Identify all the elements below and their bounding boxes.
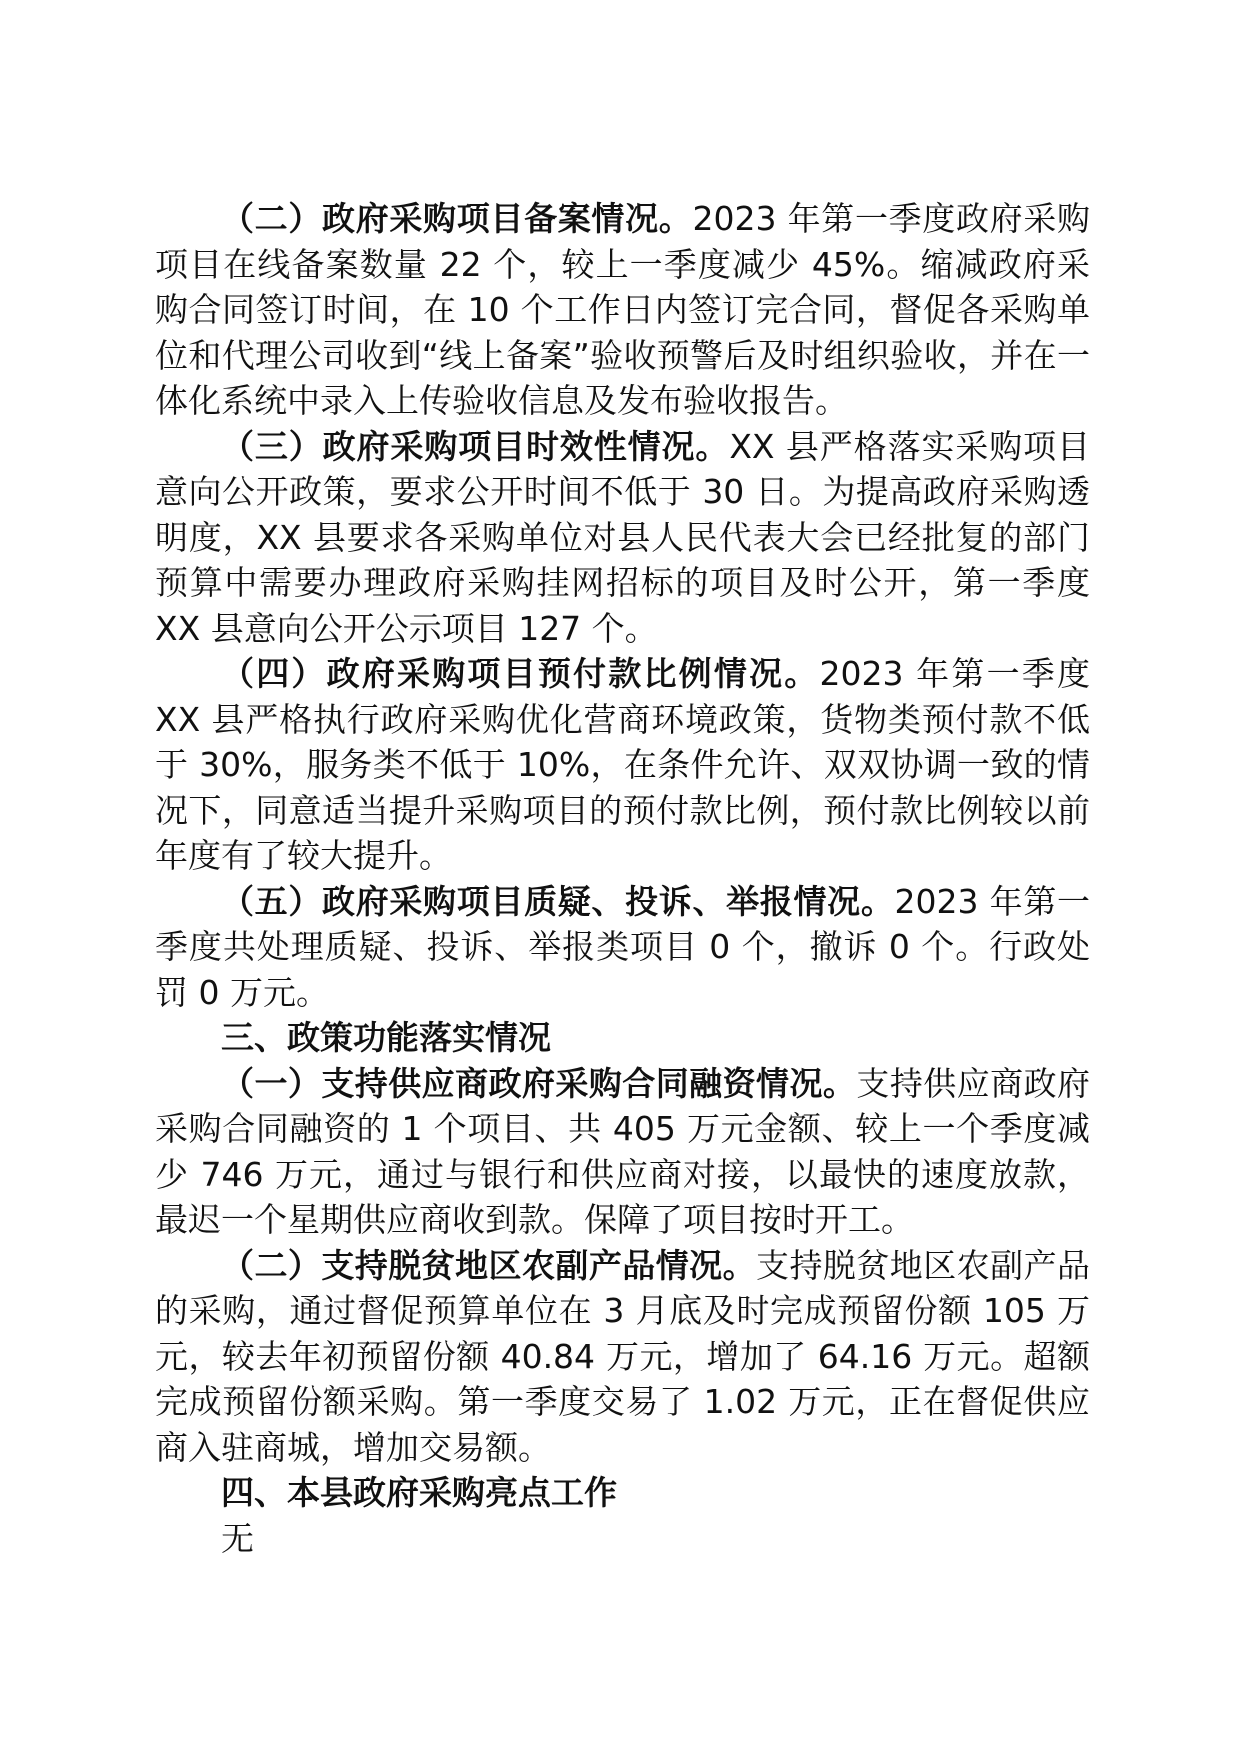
- paragraph-timeliness: [155, 424, 1090, 652]
- section-four-heading: 四、本县政府采购亮点工作: [221, 1473, 617, 1512]
- paragraph-lead: （三）政府采购项目时效性情况。: [221, 426, 730, 466]
- paragraph-filing: [155, 196, 1090, 424]
- paragraph-lead: （四）政府采购项目预付款比例情况。: [221, 654, 820, 693]
- paragraph-lead: （一）支持供应商政府采购合同融资情况。: [221, 1063, 857, 1103]
- paragraph-lead: （二）支持脱贫地区农副产品情况。: [221, 1245, 757, 1285]
- paragraph-lead: （二）政府采购项目备案情况。: [221, 199, 693, 238]
- paragraph-contract-financing: [155, 1061, 1090, 1243]
- paragraph-body: 2023 年第一季度 XX 县严格执行政府采购优化营商环境政策，货物类预付款不低于 30%，服务类不低于 10%，在条件允许、双双协调一致的情况下，同意适当提升采购项目的预付款比例，预付款比例较以前年度有了较大提升。: [155, 654, 1090, 875]
- section-four-body: 无: [221, 1518, 254, 1558]
- paragraph-prepayment: [155, 651, 1090, 879]
- paragraph-lead: （五）政府采购项目质疑、投诉、举报情况。: [221, 881, 895, 921]
- paragraph-complaints: [155, 879, 1090, 1016]
- section-three-heading: 三、政策功能落实情况: [221, 1018, 551, 1057]
- paragraph-body: 2023 年第一季度共处理质疑、投诉、举报类项目 0 个，撤诉 0 个。行政处罚 0 万元。: [155, 881, 1090, 1012]
- paragraph-body: 支持脱贫地区农副产品的采购，通过督促预算单位在 3 月底及时完成预留份额 105 万元，较去年初预留份额 40.84 万元，增加了 64.16 万元。超额完成预留份额采购。第一季度交易了 1.02 万元，正在督促供应商入驻商城，增加交易额。: [155, 1245, 1091, 1467]
- paragraph-body: XX 县严格落实采购项目意向公开政策，要求公开时间不低于 30 日。为提高政府采购透明度，XX 县要求各采购单位对县人民代表大会已经批复的部门预算中需要办理政府采购挂网招标的项目及时公开，第一季度 XX 县意向公开公示项目 127 个。: [155, 426, 1090, 648]
- paragraph-body: 2023 年第一季度政府采购项目在线备案数量 22 个，较上一季度减少 45%。缩减政府采购合同签订时间，在 10 个工作日内签订完合同，督促各采购单位和代理公司收到“线上备案”验收预警后及时组织验收，并在一体化系统中录入上传验收信息及发布验收报告。: [155, 199, 1090, 420]
- document-body: [155, 196, 1090, 1561]
- paragraph-body: 支持供应商政府采购合同融资的 1 个项目、共 405 万元金额、较上一个季度减少 746 万元，通过与银行和供应商对接，以最快的速度放款，最迟一个星期供应商收到款。保障了项目按时开工。: [155, 1063, 1091, 1239]
- paragraph-agri-products: [155, 1243, 1090, 1471]
